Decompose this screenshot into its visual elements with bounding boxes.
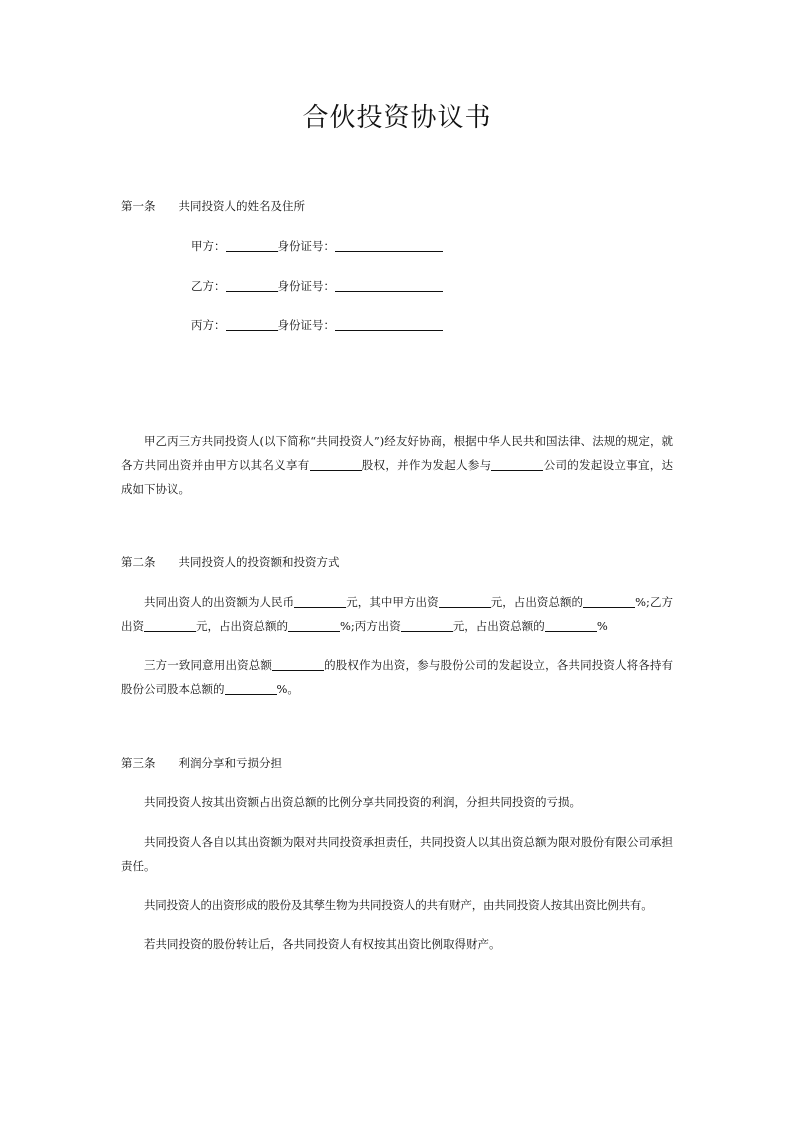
name-blank [226, 278, 278, 292]
section-number: 第三条 [121, 756, 156, 770]
section-2-heading [121, 550, 673, 574]
blank [294, 594, 346, 608]
blank [491, 457, 543, 471]
party-label: 甲方： [191, 239, 226, 253]
id-blank [335, 238, 443, 252]
section-3-heading [121, 751, 673, 775]
blank [401, 618, 453, 632]
blank [310, 457, 362, 471]
transfer-paragraph: 若共同投资的股份转让后，各共同投资人有权按其出资比例取得财产。 [144, 937, 501, 951]
text: 公司的发起设立事宜，达成如下协议。 [121, 458, 674, 496]
blank [225, 681, 277, 695]
section-heading: 共同投资人的投资额和投资方式 [178, 555, 340, 569]
text: 元，其中甲方出资 [346, 595, 439, 609]
text: 股权，并作为发起人参与 [361, 458, 492, 472]
preamble-paragraph [121, 429, 673, 501]
text: %;乙方出资 [121, 595, 674, 633]
id-blank [335, 317, 443, 331]
party-c-line [191, 313, 743, 337]
id-label: 身份证号： [277, 239, 335, 253]
blank [272, 657, 324, 671]
text: 元，占出资总额的 [196, 619, 288, 633]
section-heading: 共同投资人的姓名及住所 [178, 199, 305, 213]
text: 三方一致同意用出资总额 [144, 658, 272, 672]
blank [583, 594, 635, 608]
text: %;丙方出资 [340, 619, 401, 633]
document-title: 合伙投资协议书 [302, 103, 492, 133]
text: 共同出资人的出资额为人民币 [144, 595, 295, 609]
text: % [596, 619, 608, 633]
text: 元，占出资总额的 [452, 619, 545, 633]
id-label: 身份证号： [277, 279, 335, 293]
party-b-line [191, 274, 743, 298]
text: 元，占出资总额的 [490, 595, 584, 609]
id-label: 身份证号： [277, 318, 335, 332]
party-label: 乙方： [191, 279, 226, 293]
party-label: 丙方： [191, 318, 226, 332]
party-a-line [191, 234, 743, 258]
section-number: 第一条 [121, 199, 156, 213]
blank [144, 618, 196, 632]
liability-paragraph: 共同投资人各自以其出资额为限对共同投资承担责任，共同投资人以其出资总额为限对股份有限公司承担责任。 [121, 835, 673, 873]
profit-paragraph: 共同投资人按其出资额占出资总额的比例分享共同投资的利润，分担共同投资的亏损。 [144, 795, 581, 809]
equity-paragraph [121, 653, 673, 701]
name-blank [226, 238, 278, 252]
blank [545, 618, 597, 632]
name-blank [226, 317, 278, 331]
id-blank [335, 278, 443, 292]
investment-paragraph [121, 590, 673, 638]
section-number: 第二条 [121, 555, 156, 569]
blank [439, 594, 491, 608]
section-heading: 利润分享和亏损分担 [178, 756, 282, 770]
section-1-heading [121, 194, 673, 218]
blank [288, 618, 340, 632]
text: 甲乙丙三方共同投资人(以下简称“共同投资人”)经友好协商，根据中华人民共和国法律、法规的规定，就各方共同出资并由甲方以其名义享有 [121, 434, 673, 472]
property-paragraph: 共同投资人的出资形成的股份及其孳生物为共同投资人的共有财产，由共同投资人按其出资比例共有。 [144, 898, 653, 912]
text: 的股权作为出资，参与股份公司的发起设立，各共同投资人将各持有股份公司股本总额的 [121, 658, 674, 696]
text: %。 [276, 682, 299, 696]
